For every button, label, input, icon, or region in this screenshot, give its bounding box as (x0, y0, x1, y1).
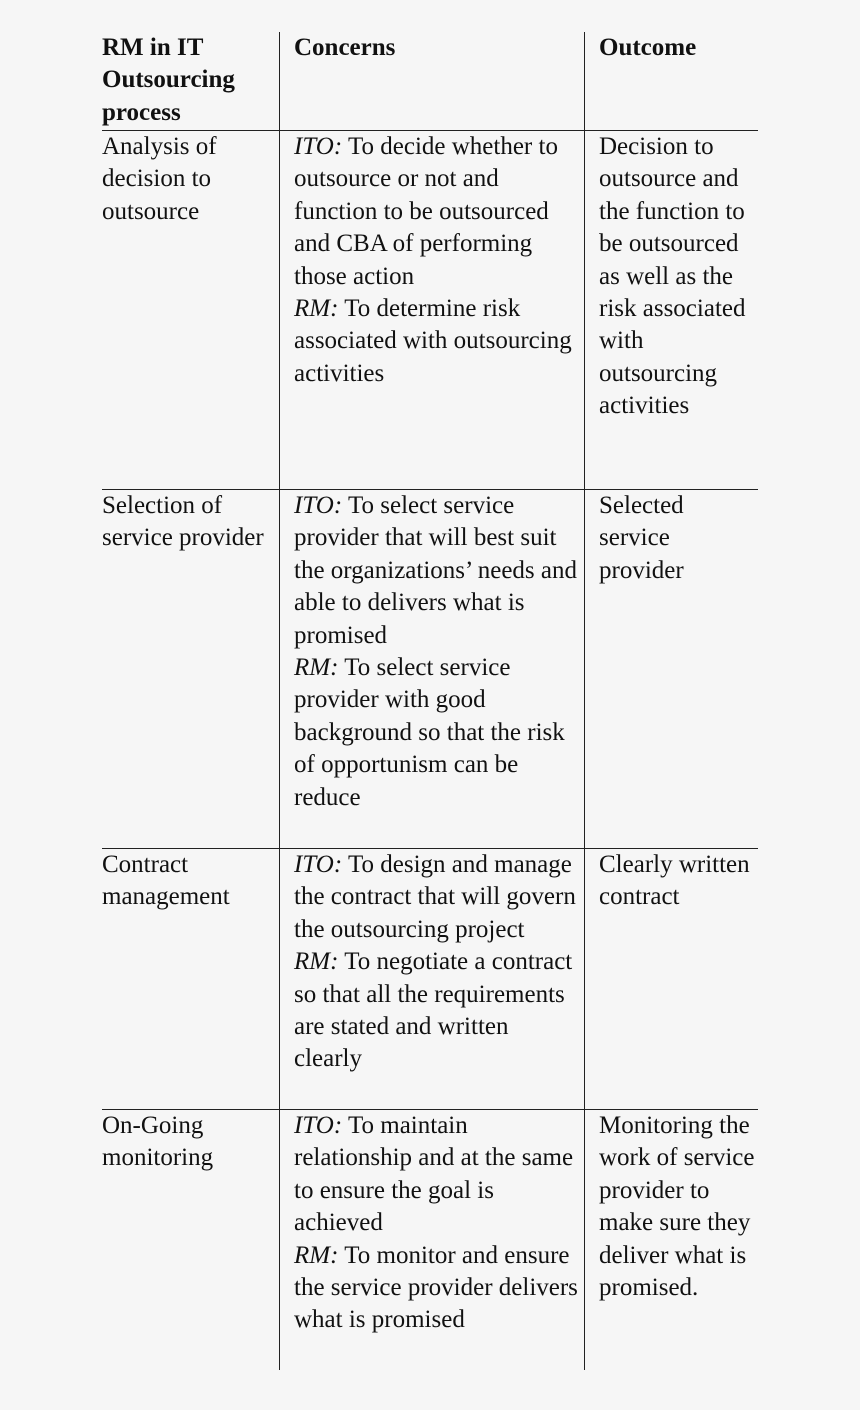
table-header-row (102, 32, 758, 131)
ito-label: ITO: (294, 492, 343, 519)
ito-label: ITO: (294, 133, 343, 160)
rm-label: RM: (294, 295, 339, 323)
process-cell: Contract management (102, 849, 280, 1109)
outcome-cell: Monitoring the work of service provider to make sure they deliver what is promised. (599, 1112, 755, 1302)
table-row (102, 131, 758, 490)
table-row (102, 490, 758, 849)
header-process: RM in IT Outsourcing process (102, 32, 280, 130)
rm-label: RM: (294, 654, 339, 682)
header-outcome: Outcome (599, 34, 697, 61)
ito-text: To maintain relationship and at the same to ensure the goal is achieved (294, 1112, 574, 1237)
ito-text: To design and manage the contract that will govern the outsourcing project (294, 851, 576, 943)
header-concerns: Concerns (280, 32, 585, 130)
concerns-cell (280, 490, 585, 848)
rm-label: RM: (294, 948, 339, 976)
ito-text: To select service provider that will best suit the organizations’ needs and able to delivers what is promised (294, 492, 578, 649)
outcome-cell: Selected service provider (599, 492, 684, 584)
rm-text: To determine risk associated with outsourcing activities (294, 295, 572, 387)
process-cell: Analysis of decision to outsource (102, 131, 280, 489)
rm-text: To monitor and ensure the service provider delivers what is promised (294, 1241, 578, 1334)
outsourcing-risk-table (102, 32, 758, 1370)
table-row (102, 849, 758, 1110)
ito-label: ITO: (294, 851, 343, 878)
outcome-cell: Clearly written contract (599, 851, 750, 911)
table-row (102, 1110, 758, 1370)
rm-label: RM: (294, 1241, 339, 1269)
concerns-cell (280, 849, 585, 1109)
concerns-cell (280, 131, 585, 489)
outcome-cell: Decision to outsource and the function to be outsourced as well as the risk associated with outsourcing activities (599, 133, 746, 420)
ito-text: To decide whether to outsource or not and function to be outsourced and CBA of performing those action (294, 133, 558, 290)
rm-text: To select service provider with good background so that the risk of opportunism can be reduce (294, 654, 565, 811)
rm-text: To negotiate a contract so that all the requirements are stated and written clearly (294, 948, 573, 1073)
ito-label: ITO: (294, 1112, 343, 1139)
process-cell: Selection of service provider (102, 490, 280, 848)
concerns-cell (280, 1110, 585, 1370)
process-cell: On-Going monitoring (102, 1110, 280, 1370)
